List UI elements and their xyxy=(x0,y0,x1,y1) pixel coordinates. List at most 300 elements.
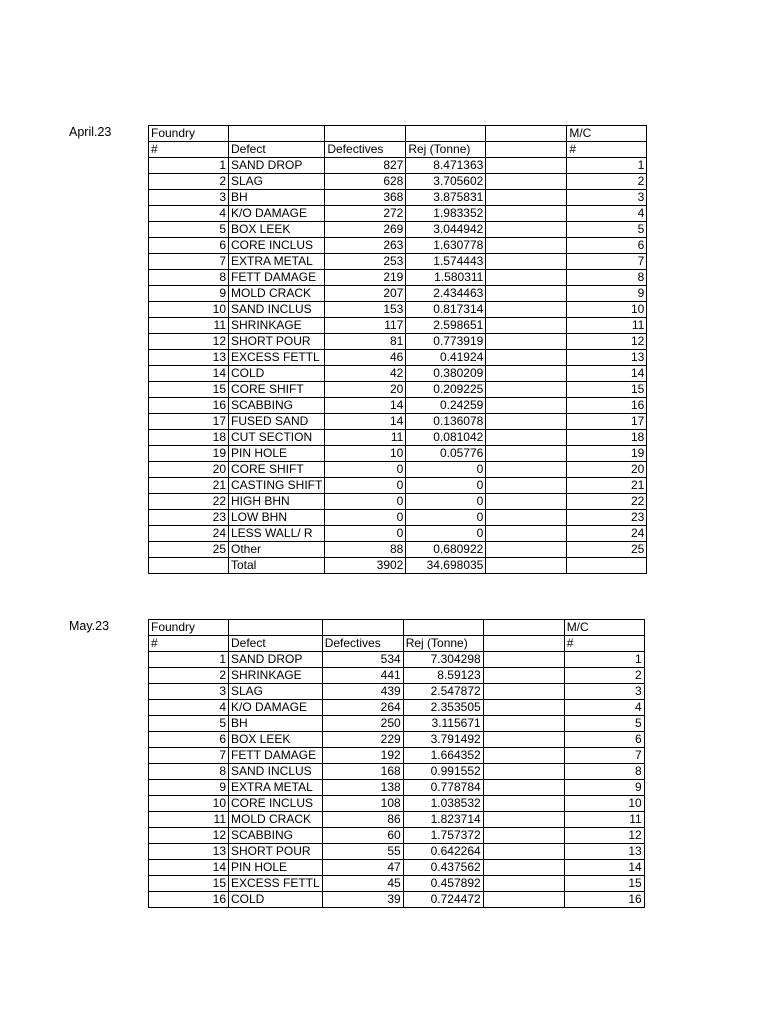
table-row xyxy=(149,876,645,892)
defect-name-cell: CASTING SHIFT xyxy=(229,478,325,494)
blank-cell xyxy=(483,748,564,764)
april-month-label: April.23 xyxy=(69,125,112,139)
blank-cell xyxy=(486,334,567,350)
rej-tonne-cell: 0.680922 xyxy=(406,542,486,558)
table-row xyxy=(149,812,645,828)
table-row xyxy=(149,684,645,700)
defect-name-cell: FETT DAMAGE xyxy=(229,270,325,286)
defectives-cell: 0 xyxy=(325,478,406,494)
mc-number-cell: 2 xyxy=(564,668,644,684)
table-row xyxy=(149,158,647,174)
mc-number-cell: 5 xyxy=(567,222,647,238)
blank-cell xyxy=(486,558,567,574)
rej-tonne-cell: Rej (Tonne) xyxy=(403,636,483,652)
mc-number-cell: 7 xyxy=(564,748,644,764)
table-row xyxy=(149,270,647,286)
blank-cell xyxy=(486,526,567,542)
blank-cell xyxy=(486,382,567,398)
defect-name-cell: SAND INCLUS xyxy=(229,302,325,318)
row-number-cell: 13 xyxy=(149,350,229,366)
mc-number-cell: 13 xyxy=(567,350,647,366)
table-row xyxy=(149,254,647,270)
table-row xyxy=(149,446,647,462)
defect-name-cell: FETT DAMAGE xyxy=(229,748,323,764)
defectives-cell: 441 xyxy=(322,668,403,684)
mc-number-cell: 1 xyxy=(567,158,647,174)
row-number-cell: 25 xyxy=(149,542,229,558)
defect-name-cell: BOX LEEK xyxy=(229,732,323,748)
row-number-cell: 6 xyxy=(149,238,229,254)
blank-cell xyxy=(483,764,564,780)
rej-tonne-cell: 3.705602 xyxy=(406,174,486,190)
defectives-cell: 253 xyxy=(325,254,406,270)
defect-name-cell xyxy=(229,126,325,142)
rej-tonne-cell: 0.817314 xyxy=(406,302,486,318)
rej-tonne-cell: 0 xyxy=(406,510,486,526)
defectives-cell: 10 xyxy=(325,446,406,462)
defect-name-cell: SHORT POUR xyxy=(229,844,323,860)
defectives-cell: 439 xyxy=(322,684,403,700)
mc-number-cell: 4 xyxy=(564,700,644,716)
defectives-cell: Defectives xyxy=(322,636,403,652)
mc-number-cell: M/C xyxy=(567,126,647,142)
april-defect-table xyxy=(148,125,647,574)
row-number-cell: 12 xyxy=(149,334,229,350)
rej-tonne-cell: 1.574443 xyxy=(406,254,486,270)
defectives-cell: Defectives xyxy=(325,142,406,158)
table-row xyxy=(149,302,647,318)
mc-number-cell: 13 xyxy=(564,844,644,860)
defect-name-cell: FUSED SAND xyxy=(229,414,325,430)
blank-cell xyxy=(486,430,567,446)
row-number-cell: 6 xyxy=(149,732,229,748)
rej-tonne-cell: 0.24259 xyxy=(406,398,486,414)
blank-cell xyxy=(483,860,564,876)
defect-name-cell xyxy=(229,620,323,636)
defect-name-cell: CORE INCLUS xyxy=(229,796,323,812)
defectives-cell: 14 xyxy=(325,398,406,414)
rej-tonne-cell: 0.209225 xyxy=(406,382,486,398)
row-number-cell: 16 xyxy=(149,892,229,908)
rej-tonne-cell: 3.875831 xyxy=(406,190,486,206)
table-row xyxy=(149,716,645,732)
blank-cell xyxy=(483,668,564,684)
defectives-cell: 0 xyxy=(325,494,406,510)
defectives-cell: 168 xyxy=(322,764,403,780)
defect-name-cell: MOLD CRACK xyxy=(229,812,323,828)
defectives-cell: 269 xyxy=(325,222,406,238)
table-row xyxy=(149,174,647,190)
mc-number-cell: 22 xyxy=(567,494,647,510)
defectives-cell: 138 xyxy=(322,780,403,796)
rej-tonne-cell: 2.434463 xyxy=(406,286,486,302)
blank-cell xyxy=(483,844,564,860)
may-defect-table xyxy=(148,619,645,908)
row-number-cell: 22 xyxy=(149,494,229,510)
row-number-cell: # xyxy=(149,636,229,652)
row-number-cell: 13 xyxy=(149,844,229,860)
rej-tonne-cell: 8.471363 xyxy=(406,158,486,174)
row-number-cell: 11 xyxy=(149,318,229,334)
table-row xyxy=(149,748,645,764)
defect-name-cell: SLAG xyxy=(229,684,323,700)
defectives-cell: 117 xyxy=(325,318,406,334)
rej-tonne-cell: 1.823714 xyxy=(403,812,483,828)
defectives-cell: 11 xyxy=(325,430,406,446)
rej-tonne-cell: 0.437562 xyxy=(403,860,483,876)
blank-cell xyxy=(486,446,567,462)
defect-name-cell: PIN HOLE xyxy=(229,446,325,462)
row-number-cell xyxy=(149,558,229,574)
table-row xyxy=(149,206,647,222)
mc-number-cell: 18 xyxy=(567,430,647,446)
mc-number-cell: 8 xyxy=(564,764,644,780)
defect-name-cell: LOW BHN xyxy=(229,510,325,526)
rej-tonne-cell: 3.044942 xyxy=(406,222,486,238)
defect-name-cell: COLD xyxy=(229,366,325,382)
defect-name-cell: SAND DROP xyxy=(229,652,323,668)
blank-cell xyxy=(486,190,567,206)
mc-number-cell: # xyxy=(564,636,644,652)
rej-tonne-cell: 3.791492 xyxy=(403,732,483,748)
row-number-cell: 7 xyxy=(149,254,229,270)
header-row xyxy=(149,142,647,158)
defectives-cell: 207 xyxy=(325,286,406,302)
blank-cell xyxy=(483,620,564,636)
defectives-cell: 219 xyxy=(325,270,406,286)
defect-name-cell: Total xyxy=(229,558,325,574)
defect-name-cell: Defect xyxy=(229,636,323,652)
blank-cell xyxy=(483,828,564,844)
table-row xyxy=(149,892,645,908)
defectives-cell: 0 xyxy=(325,526,406,542)
table-row xyxy=(149,764,645,780)
rej-tonne-cell: 0.457892 xyxy=(403,876,483,892)
mc-number-cell: 14 xyxy=(567,366,647,382)
row-number-cell: 1 xyxy=(149,158,229,174)
row-number-cell: 17 xyxy=(149,414,229,430)
mc-number-cell: 16 xyxy=(567,398,647,414)
blank-cell xyxy=(486,142,567,158)
mc-number-cell: 19 xyxy=(567,446,647,462)
table-row xyxy=(149,334,647,350)
row-number-cell: 21 xyxy=(149,478,229,494)
defect-name-cell: SLAG xyxy=(229,174,325,190)
table-row xyxy=(149,844,645,860)
row-number-cell: 3 xyxy=(149,190,229,206)
table-row xyxy=(149,350,647,366)
blank-cell xyxy=(486,158,567,174)
mc-number-cell: 7 xyxy=(567,254,647,270)
defect-name-cell: LESS WALL/ R xyxy=(229,526,325,542)
row-number-cell: 5 xyxy=(149,716,229,732)
mc-number-cell: 11 xyxy=(567,318,647,334)
mc-number-cell: 8 xyxy=(567,270,647,286)
defectives-cell: 272 xyxy=(325,206,406,222)
defectives-cell: 14 xyxy=(325,414,406,430)
row-number-cell: 10 xyxy=(149,302,229,318)
row-number-cell: 19 xyxy=(149,446,229,462)
blank-cell xyxy=(486,414,567,430)
table-row xyxy=(149,414,647,430)
table-row xyxy=(149,526,647,542)
row-number-cell: 12 xyxy=(149,828,229,844)
rej-tonne-cell: 8.59123 xyxy=(403,668,483,684)
defect-name-cell: SCABBING xyxy=(229,828,323,844)
table-row xyxy=(149,828,645,844)
mc-number-cell: 15 xyxy=(567,382,647,398)
defectives-cell: 153 xyxy=(325,302,406,318)
defect-name-cell: COLD xyxy=(229,892,323,908)
rej-tonne-cell: 0 xyxy=(406,494,486,510)
defect-name-cell: SCABBING xyxy=(229,398,325,414)
rej-tonne-cell: 3.115671 xyxy=(403,716,483,732)
defect-name-cell: HIGH BHN xyxy=(229,494,325,510)
defect-name-cell: K/O DAMAGE xyxy=(229,206,325,222)
defect-name-cell: SAND DROP xyxy=(229,158,325,174)
defectives-cell: 88 xyxy=(325,542,406,558)
blank-cell xyxy=(483,732,564,748)
defectives-cell: 628 xyxy=(325,174,406,190)
rej-tonne-cell: Rej (Tonne) xyxy=(406,142,486,158)
blank-cell xyxy=(483,652,564,668)
rej-tonne-cell: 1.983352 xyxy=(406,206,486,222)
defect-name-cell: SHRINKAGE xyxy=(229,668,323,684)
rej-tonne-cell: 1.630778 xyxy=(406,238,486,254)
defect-name-cell: SAND INCLUS xyxy=(229,764,323,780)
defect-name-cell: Other xyxy=(229,542,325,558)
row-number-cell: 15 xyxy=(149,876,229,892)
blank-cell xyxy=(486,222,567,238)
defectives-cell: 39 xyxy=(322,892,403,908)
blank-cell xyxy=(483,796,564,812)
defect-name-cell: SHORT POUR xyxy=(229,334,325,350)
row-number-cell: 2 xyxy=(149,668,229,684)
header-row xyxy=(149,636,645,652)
row-number-cell: 8 xyxy=(149,270,229,286)
row-number-cell: Foundry xyxy=(149,620,229,636)
row-number-cell: 3 xyxy=(149,684,229,700)
mc-number-cell: 15 xyxy=(564,876,644,892)
defect-name-cell: CORE SHIFT xyxy=(229,462,325,478)
rej-tonne-cell: 0.773919 xyxy=(406,334,486,350)
row-number-cell: 20 xyxy=(149,462,229,478)
row-number-cell: 2 xyxy=(149,174,229,190)
row-number-cell: 4 xyxy=(149,206,229,222)
blank-cell xyxy=(483,812,564,828)
defectives-cell: 192 xyxy=(322,748,403,764)
defectives-cell: 827 xyxy=(325,158,406,174)
table-row xyxy=(149,780,645,796)
defect-name-cell: Defect xyxy=(229,142,325,158)
table-row xyxy=(149,190,647,206)
rej-tonne-cell: 0.991552 xyxy=(403,764,483,780)
rej-tonne-cell: 0.724472 xyxy=(403,892,483,908)
row-number-cell: 11 xyxy=(149,812,229,828)
blank-cell xyxy=(483,684,564,700)
defect-name-cell: PIN HOLE xyxy=(229,860,323,876)
mc-number-cell: 17 xyxy=(567,414,647,430)
rej-tonne-cell: 0.41924 xyxy=(406,350,486,366)
defectives-cell: 86 xyxy=(322,812,403,828)
rej-tonne-cell xyxy=(406,126,486,142)
mc-number-cell: 10 xyxy=(564,796,644,812)
defectives-cell: 229 xyxy=(322,732,403,748)
mc-number-cell: 12 xyxy=(567,334,647,350)
row-number-cell: 24 xyxy=(149,526,229,542)
defectives-cell: 47 xyxy=(322,860,403,876)
table-row xyxy=(149,652,645,668)
rej-tonne-cell: 2.598651 xyxy=(406,318,486,334)
defect-name-cell: BH xyxy=(229,716,323,732)
mc-number-cell: # xyxy=(567,142,647,158)
rej-tonne-cell: 0.136078 xyxy=(406,414,486,430)
defectives-cell: 108 xyxy=(322,796,403,812)
row-number-cell: 9 xyxy=(149,286,229,302)
defectives-cell: 20 xyxy=(325,382,406,398)
blank-cell xyxy=(486,510,567,526)
row-number-cell: 23 xyxy=(149,510,229,526)
mc-number-cell xyxy=(567,558,647,574)
mc-number-cell: 4 xyxy=(567,206,647,222)
defect-name-cell: BH xyxy=(229,190,325,206)
row-number-cell: 9 xyxy=(149,780,229,796)
table-row xyxy=(149,796,645,812)
blank-cell xyxy=(483,636,564,652)
defectives-cell: 368 xyxy=(325,190,406,206)
rej-tonne-cell: 0.380209 xyxy=(406,366,486,382)
row-number-cell: 15 xyxy=(149,382,229,398)
mc-number-cell: 3 xyxy=(567,190,647,206)
blank-cell xyxy=(486,398,567,414)
defect-name-cell: BOX LEEK xyxy=(229,222,325,238)
mc-number-cell: 6 xyxy=(567,238,647,254)
table-row xyxy=(149,732,645,748)
blank-cell xyxy=(486,462,567,478)
rej-tonne-cell: 1.664352 xyxy=(403,748,483,764)
mc-number-cell: 2 xyxy=(567,174,647,190)
rej-tonne-cell: 34.698035 xyxy=(406,558,486,574)
defect-name-cell: EXCESS FETTL xyxy=(229,876,323,892)
mc-number-cell: 9 xyxy=(567,286,647,302)
defectives-cell: 81 xyxy=(325,334,406,350)
blank-cell xyxy=(483,700,564,716)
defect-name-cell: EXTRA METAL xyxy=(229,780,323,796)
defect-name-cell: EXTRA METAL xyxy=(229,254,325,270)
defect-name-cell: CORE SHIFT xyxy=(229,382,325,398)
blank-cell xyxy=(486,302,567,318)
row-number-cell: 7 xyxy=(149,748,229,764)
mc-number-cell: 10 xyxy=(567,302,647,318)
row-number-cell: Foundry xyxy=(149,126,229,142)
table-row xyxy=(149,478,647,494)
blank-cell xyxy=(486,494,567,510)
defectives-cell xyxy=(325,126,406,142)
rej-tonne-cell: 0.05776 xyxy=(406,446,486,462)
mc-number-cell: 11 xyxy=(564,812,644,828)
defect-name-cell: SHRINKAGE xyxy=(229,318,325,334)
blank-cell xyxy=(486,542,567,558)
blank-cell xyxy=(486,350,567,366)
blank-cell xyxy=(483,876,564,892)
rej-tonne-cell: 0.081042 xyxy=(406,430,486,446)
mc-number-cell: 23 xyxy=(567,510,647,526)
table-row xyxy=(149,398,647,414)
blank-cell xyxy=(486,318,567,334)
defectives-cell xyxy=(322,620,403,636)
row-number-cell: 1 xyxy=(149,652,229,668)
defectives-cell: 45 xyxy=(322,876,403,892)
defectives-cell: 3902 xyxy=(325,558,406,574)
table-row xyxy=(149,668,645,684)
may-month-label: May.23 xyxy=(69,619,110,633)
mc-number-cell: 24 xyxy=(567,526,647,542)
blank-cell xyxy=(483,716,564,732)
table-row xyxy=(149,318,647,334)
defectives-cell: 42 xyxy=(325,366,406,382)
mc-number-cell: 5 xyxy=(564,716,644,732)
rej-tonne-cell: 7.304298 xyxy=(403,652,483,668)
table-row xyxy=(149,286,647,302)
table-row xyxy=(149,510,647,526)
table-row xyxy=(149,542,647,558)
header-row xyxy=(149,620,645,636)
row-number-cell: 18 xyxy=(149,430,229,446)
defectives-cell: 0 xyxy=(325,462,406,478)
mc-number-cell: 16 xyxy=(564,892,644,908)
row-number-cell: 4 xyxy=(149,700,229,716)
blank-cell xyxy=(486,206,567,222)
mc-number-cell: 3 xyxy=(564,684,644,700)
mc-number-cell: M/C xyxy=(564,620,644,636)
table-row xyxy=(149,494,647,510)
mc-number-cell: 6 xyxy=(564,732,644,748)
rej-tonne-cell: 1.757372 xyxy=(403,828,483,844)
mc-number-cell: 14 xyxy=(564,860,644,876)
table-row xyxy=(149,366,647,382)
mc-number-cell: 9 xyxy=(564,780,644,796)
mc-number-cell: 25 xyxy=(567,542,647,558)
mc-number-cell: 1 xyxy=(564,652,644,668)
blank-cell xyxy=(486,270,567,286)
defectives-cell: 0 xyxy=(325,510,406,526)
mc-number-cell: 20 xyxy=(567,462,647,478)
rej-tonne-cell: 0 xyxy=(406,526,486,542)
table-row xyxy=(149,462,647,478)
total-row xyxy=(149,558,647,574)
blank-cell xyxy=(483,892,564,908)
header-row xyxy=(149,126,647,142)
blank-cell xyxy=(486,478,567,494)
rej-tonne-cell: 0.778784 xyxy=(403,780,483,796)
blank-cell xyxy=(483,780,564,796)
rej-tonne-cell xyxy=(403,620,483,636)
blank-cell xyxy=(486,254,567,270)
defect-name-cell: CORE INCLUS xyxy=(229,238,325,254)
defectives-cell: 46 xyxy=(325,350,406,366)
row-number-cell: 14 xyxy=(149,366,229,382)
blank-cell xyxy=(486,286,567,302)
table-row xyxy=(149,700,645,716)
rej-tonne-cell: 0.642264 xyxy=(403,844,483,860)
blank-cell xyxy=(486,174,567,190)
defectives-cell: 60 xyxy=(322,828,403,844)
blank-cell xyxy=(486,238,567,254)
table-row xyxy=(149,382,647,398)
blank-cell xyxy=(486,366,567,382)
row-number-cell: 5 xyxy=(149,222,229,238)
blank-cell xyxy=(486,126,567,142)
